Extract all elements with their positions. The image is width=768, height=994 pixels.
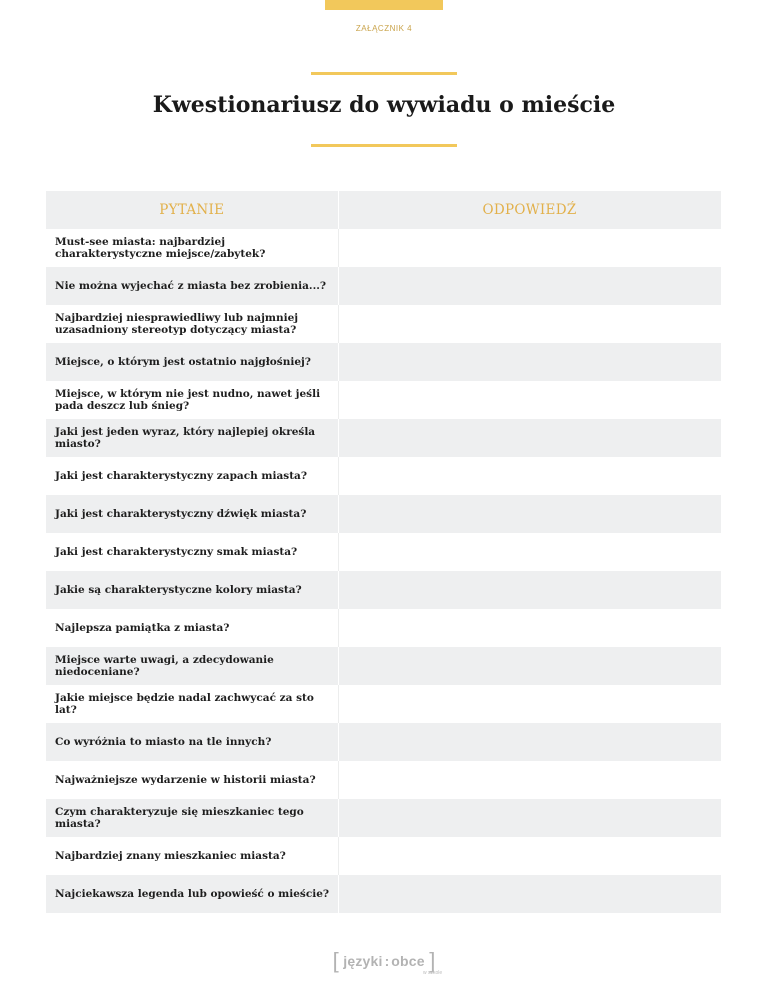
publisher-logo (0, 948, 768, 974)
logo-word-right: obce (391, 953, 425, 969)
table-row (46, 229, 721, 267)
table-row (46, 647, 721, 685)
table-body (46, 229, 721, 913)
answer-cell[interactable] (338, 343, 721, 381)
answer-cell[interactable] (338, 267, 721, 305)
top-accent-tab (325, 0, 443, 10)
question-cell: Jakie miejsce będzie nadal zachwycać za sto lat? (46, 685, 338, 723)
answer-cell[interactable] (338, 495, 721, 533)
answer-cell[interactable] (338, 419, 721, 457)
answer-cell[interactable] (338, 837, 721, 875)
question-cell: Co wyróżnia to miasto na tle innych? (46, 723, 338, 761)
column-header-question: PYTANIE (46, 191, 338, 229)
table-row (46, 685, 721, 723)
answer-cell[interactable] (338, 799, 721, 837)
table-row (46, 875, 721, 913)
table-row (46, 343, 721, 381)
answer-cell[interactable] (338, 533, 721, 571)
table-row (46, 799, 721, 837)
table-row (46, 761, 721, 799)
question-cell: Jaki jest jeden wyraz, który najlepiej określa miasto? (46, 419, 338, 457)
questionnaire-table (46, 191, 722, 913)
question-cell: Nie można wyjechać z miasta bez zrobienia...? (46, 267, 338, 305)
question-cell: Najciekawsza legenda lub opowieść o mieście? (46, 875, 338, 913)
table-row (46, 723, 721, 761)
logo-bracket-left: [ (332, 948, 339, 973)
table-header-row (46, 191, 721, 229)
logo-colon: : (384, 953, 390, 969)
answer-cell[interactable] (338, 229, 721, 267)
question-cell: Jaki jest charakterystyczny dźwięk miasta? (46, 495, 338, 533)
answer-cell[interactable] (338, 647, 721, 685)
question-cell: Jaki jest charakterystyczny smak miasta? (46, 533, 338, 571)
question-cell: Miejsce, o którym jest ostatnio najgłośniej? (46, 343, 338, 381)
title-rule-bottom (311, 144, 457, 147)
document-title: Kwestionariusz do wywiadu o mieście (152, 92, 616, 118)
table-row (46, 267, 721, 305)
table-row (46, 533, 721, 571)
answer-cell[interactable] (338, 875, 721, 913)
question-cell: Miejsce, w którym nie jest nudno, nawet jeśli pada deszcz lub śnieg? (46, 381, 338, 419)
answer-cell[interactable] (338, 609, 721, 647)
answer-cell[interactable] (338, 381, 721, 419)
question-cell: Najlepsza pamiątka z miasta? (46, 609, 338, 647)
logo-bracket-right: ] (429, 948, 436, 973)
question-cell: Najbardziej niesprawiedliwy lub najmniej uzasadniony stereotyp dotyczący miasta? (46, 305, 338, 343)
question-cell: Czym charakteryzuje się mieszkaniec tego miasta? (46, 799, 338, 837)
table-row (46, 305, 721, 343)
annex-label: ZAŁĄCZNIK 4 (355, 24, 413, 33)
table-row (46, 457, 721, 495)
answer-cell[interactable] (338, 761, 721, 799)
column-header-answer: ODPOWIEDŹ (338, 191, 721, 229)
question-cell: Must-see miasta: najbardziej charakterystyczne miejsce/zabytek? (46, 229, 338, 267)
table-row (46, 381, 721, 419)
answer-cell[interactable] (338, 723, 721, 761)
logo-tagline: w szkole (423, 970, 443, 976)
question-cell: Najważniejsze wydarzenie w historii miasta? (46, 761, 338, 799)
question-cell: Jaki jest charakterystyczny zapach miasta? (46, 457, 338, 495)
table-row (46, 837, 721, 875)
table-row (46, 609, 721, 647)
question-cell: Jakie są charakterystyczne kolory miasta? (46, 571, 338, 609)
answer-cell[interactable] (338, 571, 721, 609)
logo-word-left: języki (343, 953, 383, 969)
table-row (46, 419, 721, 457)
answer-cell[interactable] (338, 457, 721, 495)
question-cell: Najbardziej znany mieszkaniec miasta? (46, 837, 338, 875)
title-rule-top (311, 72, 457, 75)
table-row (46, 495, 721, 533)
answer-cell[interactable] (338, 685, 721, 723)
table-row (46, 571, 721, 609)
question-cell: Miejsce warte uwagi, a zdecydowanie niedoceniane? (46, 647, 338, 685)
answer-cell[interactable] (338, 305, 721, 343)
